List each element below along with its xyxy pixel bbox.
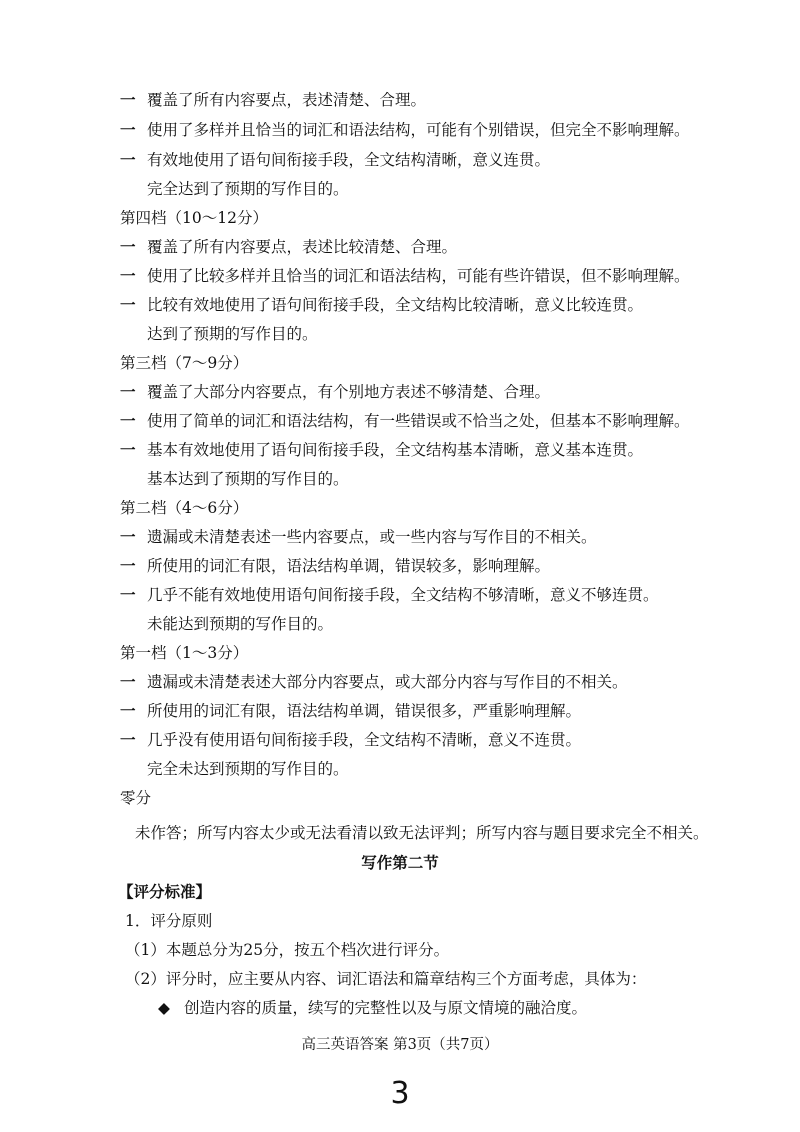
dash-marker: 一 [120, 266, 136, 285]
tier-title-text: 第四档（10～12分） [120, 209, 268, 227]
dash-marker: 一 [120, 701, 136, 720]
tier-title-text: 零分 [120, 789, 152, 807]
bullet-text: 所使用的词汇有限，语法结构单调，错误较多，影响理解。 [147, 557, 551, 575]
bullet-text: 使用了多样并且恰当的词汇和语法结构，可能有个别错误，但完全不影响理解。 [147, 121, 690, 139]
tier-title-text: 第一档（1～3分） [120, 644, 249, 662]
goal-text: 完全未达到预期的写作目的。 [147, 760, 349, 778]
principle-text: （2）评分时，应主要从内容、词汇语法和篇章结构三个方面考虑，具体为： [125, 970, 647, 988]
zero-text: 未作答；所写内容太少或无法看清以致无法评判；所写内容与题目要求完全不相关。 [135, 824, 709, 842]
dash-marker: 一 [120, 730, 136, 749]
goal-text: 基本达到了预期的写作目的。 [147, 470, 349, 488]
dash-marker: 一 [120, 527, 136, 546]
dash-marker: 一 [120, 90, 136, 109]
bullet-text: 遗漏或未清楚表述一些内容要点，或一些内容与写作目的不相关。 [147, 528, 597, 546]
section-title: 写作第二节 [361, 853, 439, 872]
bullet-text: 覆盖了所有内容要点，表述比较清楚、合理。 [147, 238, 458, 256]
bullet-text: 几乎不能有效地使用语句间衔接手段，全文结构不够清晰，意义不够连贯。 [147, 586, 659, 604]
principle-text: （1）本题总分为25分，按五个档次进行评分。 [125, 941, 450, 959]
bullet-text: 覆盖了大部分内容要点，有个别地方表述不够清楚、合理。 [147, 383, 551, 401]
bullet-text: 所使用的词汇有限，语法结构单调，错误很多，严重影响理解。 [147, 702, 582, 720]
criteria-title-text: 【评分标准】 [118, 882, 212, 901]
goal-text: 完全达到了预期的写作目的。 [147, 180, 349, 198]
dash-marker: 一 [120, 382, 136, 401]
bullet-text: 使用了简单的词汇和语法结构，有一些错误或不恰当之处，但基本不影响理解。 [147, 412, 690, 430]
dash-marker: 一 [120, 237, 136, 256]
dash-marker: 一 [120, 585, 136, 604]
diamond-bullet-icon: ◆ [158, 999, 170, 1017]
bullet-text: 几乎没有使用语句间衔接手段，全文结构不清晰，意义不连贯。 [147, 731, 582, 749]
diamond-item-text: 创造内容的质量，续写的完整性以及与原文情境的融洽度。 [184, 999, 588, 1017]
bullet-text: 遗漏或未清楚表述大部分内容要点，或大部分内容与写作目的不相关。 [147, 673, 628, 691]
dash-marker: 一 [120, 556, 136, 575]
bullet-text: 比较有效地使用了语句间衔接手段，全文结构比较清晰，意义比较连贯。 [147, 296, 644, 314]
goal-text: 未能达到预期的写作目的。 [147, 615, 334, 633]
dash-marker: 一 [120, 411, 136, 430]
principle-title-text: 1．评分原则 [125, 912, 213, 930]
bullet-text: 有效地使用了语句间衔接手段，全文结构清晰，意义连贯。 [147, 151, 551, 169]
dash-marker: 一 [120, 295, 136, 314]
tier-title-text: 第二档（4～6分） [120, 499, 249, 517]
dash-marker: 一 [120, 672, 136, 691]
goal-text: 达到了预期的写作目的。 [147, 325, 318, 343]
bullet-text: 使用了比较多样并且恰当的词汇和语法结构，可能有些许错误，但不影响理解。 [147, 267, 690, 285]
dash-marker: 一 [120, 150, 136, 169]
bullet-text: 覆盖了所有内容要点，表述清楚、合理。 [147, 91, 427, 109]
dash-marker: 一 [120, 440, 136, 459]
dash-marker: 一 [120, 120, 136, 139]
page-footer: 高三英语答案 第3页（共7页） [301, 1037, 499, 1053]
page-number: 3 [390, 1076, 410, 1111]
bullet-text: 基本有效地使用了语句间衔接手段，全文结构基本清晰，意义基本连贯。 [147, 441, 644, 459]
tier-title-text: 第三档（7～9分） [120, 354, 249, 372]
